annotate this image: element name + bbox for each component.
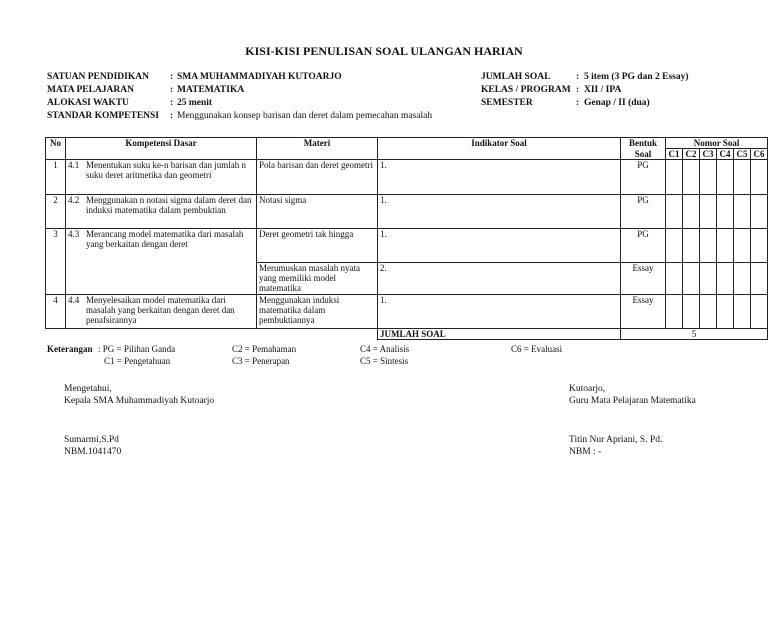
sig-left-line2: Kepala SMA Muhammadiyah Kutoarjo [64,396,215,406]
info-label-alokasi: ALOKASI WAKTU [47,98,129,108]
row-indikator: 1. [378,229,621,263]
keterangan-c6: C6 = Evaluasi [511,344,563,354]
keterangan-c1: C1 = Pengetahuan [104,356,171,366]
header-nomor-soal: Nomor Soal [666,138,768,149]
row-bentuk: Essay [621,263,666,295]
kd-text: Menggunakan n notasi sigma dalam deret dan induksi matematika dalam pembuktian [86,195,252,215]
info-label-sk: STANDAR KOMPETENSI [47,111,159,121]
row-indikator: 1. [378,295,621,329]
info-value-kelas: XII / IPA [584,85,622,95]
table-row [46,160,768,195]
row-bentuk: PG [621,160,666,195]
total-label: JUMLAH SOAL [378,329,621,340]
info-value-mapel: MATEMATIKA [177,85,245,95]
info-value-semester: Genap / II (dua) [584,98,650,108]
info-sep: : [170,72,174,82]
info-sep: : [576,85,580,95]
row-kd [66,295,257,329]
info-label-jumlah: JUMLAH SOAL [481,72,551,82]
row-indikator: 2. [378,263,621,295]
kd-number: 4.2 [68,195,80,205]
header-soal: Soal [621,149,666,160]
info-value-sk: Menggunakan konsep barisan dan deret dalam pemecahan masalah [177,111,433,121]
header-no: No [46,138,66,160]
info-label-satuan: SATUAN PENDIDIKAN [47,72,149,82]
sig-right-id: NBM : - [569,447,602,457]
row-bentuk: PG [621,229,666,263]
kisi-kisi-table [45,137,768,340]
row-bentuk: PG [621,195,666,229]
row-materi: Menggunakan induksi matematika dalam pembuktiannya [257,295,378,329]
sig-left-line1: Mengetahui, [64,384,112,394]
total-value: 5 [621,329,768,340]
info-sep: : [170,111,174,121]
keterangan-c4: C4 = Analisis [360,344,410,354]
sig-right-line1: Kutoarjo, [569,384,606,394]
row-no: 2 [46,195,66,229]
info-sep: : [576,72,580,82]
table-row [46,229,768,263]
info-label-kelas: KELAS / PROGRAM [481,85,571,95]
row-kd [66,160,257,195]
total-row [46,329,768,340]
info-label-semester: SEMESTER [481,98,533,108]
info-sep: : [170,98,174,108]
row-materi: Merumuskan masalah nyata yang memiliki model matematika [257,263,378,295]
header-kompetensi-dasar: Kompetensi Dasar [66,138,257,160]
keterangan-pg: : PG = Pilihan Ganda [98,344,176,354]
header-c2: C2 [683,149,700,160]
row-kd [66,229,257,295]
keterangan-c5: C5 = Sintesis [360,356,409,366]
sig-left-name: Sumarmi,S.Pd [64,435,119,445]
keterangan-label: Keterangan [47,344,93,354]
kd-text: Menyelesaikan model matematika dari masalah yang berkaitan dengan deret dan penafsirannya [86,295,235,325]
info-value-satuan: SMA MUHAMMADIYAH KUTOARJO [177,72,342,82]
kd-number: 4.3 [68,229,80,239]
sig-left-id: NBM.1041470 [64,447,122,457]
info-value-alokasi: 25 menit [177,98,213,108]
document-title: KISI-KISI PENULISAN SOAL ULANGAN HARIAN [245,44,523,58]
info-sep: : [576,98,580,108]
header-bentuk: Bentuk [621,138,666,149]
header-materi: Materi [257,138,378,160]
kd-number: 4.4 [68,295,80,305]
kd-number: 4.1 [68,160,80,170]
row-materi: Notasi sigma [257,195,378,229]
info-sep: : [170,85,174,95]
header-indikator: Indikator Soal [378,138,621,160]
info-value-jumlah: 5 item (3 PG dan 2 Essay) [584,72,689,82]
row-indikator: 1. [378,195,621,229]
kd-text: Merancang model matematika dari masalah yang berkaitan dengan deret [86,229,244,249]
table-row [46,195,768,229]
row-indikator: 1. [378,160,621,195]
info-label-mapel: MATA PELAJARAN [47,85,134,95]
row-materi: Pola barisan dan deret geometri [257,160,378,195]
header-c1: C1 [666,149,683,160]
keterangan-c3: C3 = Penerapan [232,356,290,366]
row-materi: Deret geometri tak hingga [257,229,378,263]
header-c3: C3 [700,149,717,160]
row-no: 3 [46,229,66,295]
row-no: 4 [46,295,66,329]
sig-right-line2: Guru Mata Pelajaran Matematika [569,396,696,406]
header-c6: C6 [751,149,768,160]
row-kd [66,195,257,229]
header-c4: C4 [717,149,734,160]
row-bentuk: Essay [621,295,666,329]
sig-right-name: Titin Nur Apriani, S. Pd. [569,435,663,445]
kd-text: Menentukan suku ke-n barisan dan jumlah n suku deret aritmetika dan geometri [86,160,246,180]
header-c5: C5 [734,149,751,160]
keterangan-c2: C2 = Pemahaman [232,344,297,354]
table-row [46,295,768,329]
row-no: 1 [46,160,66,195]
